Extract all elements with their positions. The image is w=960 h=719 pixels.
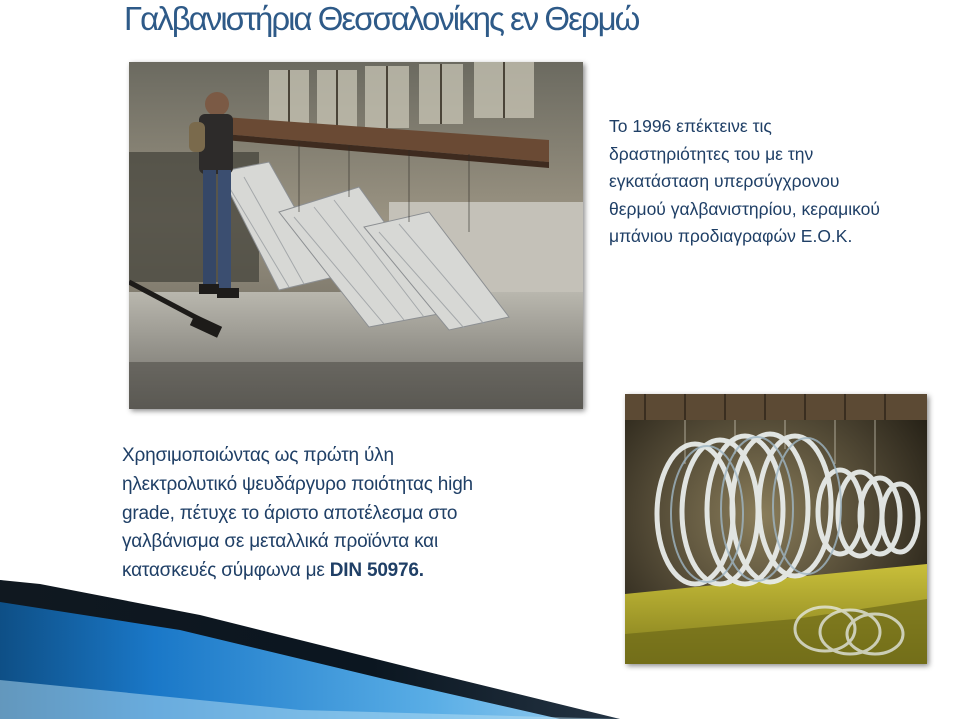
quality-line-5-prefix: κατασκευές σύμφωνα με [122, 560, 330, 582]
decorative-swoosh [0, 560, 620, 719]
expansion-line-4: θερμού γαλβανιστηρίου, κεραμικού [609, 198, 880, 219]
din-standard: DIN 50976. [329, 560, 424, 582]
quality-line-3: grade, πέτυχε το άριστο αποτέλεσμα στο [122, 502, 458, 524]
quality-line-1: Χρησιμοποιώντας ως πρώτη ύλη [122, 445, 394, 466]
expansion-line-5: μπάνιου προδιαγραφών Ε.Ο.Κ. [609, 226, 853, 246]
slide-title: Γαλβανιστήρια Θεσσαλονίκης εν Θερμώ [124, 0, 639, 37]
quality-line-2: ηλεκτρολυτικό ψευδάργυρο ποιότητας high [122, 473, 473, 495]
expansion-description [609, 113, 959, 251]
quality-line-4: γαλβάνισμα σε μεταλλικά προϊόντα και [122, 531, 438, 553]
galvanized-rings-photo [625, 394, 927, 664]
galvanizing-workshop-photo [129, 62, 583, 409]
expansion-line-3: εγκατάσταση υπερσύγχρονου [609, 171, 840, 191]
expansion-line-1: Το 1996 επέκτεινε τις [609, 116, 772, 136]
expansion-line-2: δραστηριότητες του με την [609, 143, 814, 164]
